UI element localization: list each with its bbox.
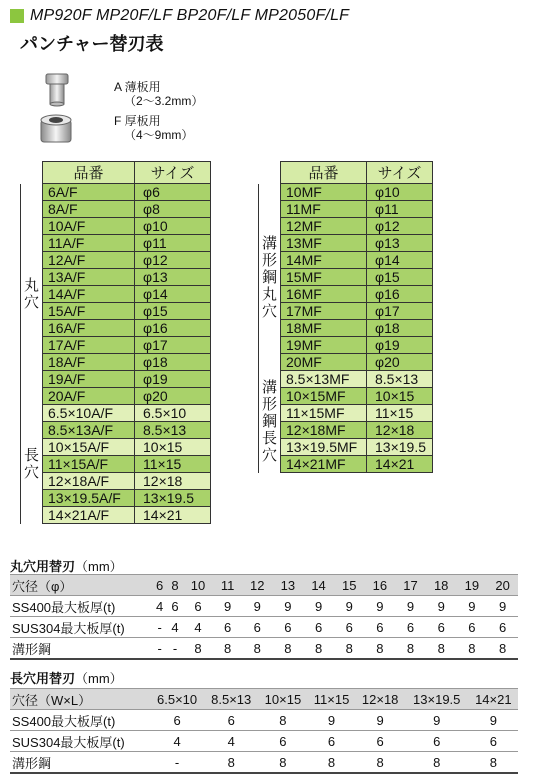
size-cell: 13×19.5 — [135, 490, 211, 507]
size-cell: 12×18 — [367, 422, 433, 439]
size-cell: φ20 — [135, 388, 211, 405]
size-cell: φ13 — [367, 235, 433, 252]
spec-cell: 14 — [303, 575, 334, 596]
spec-cell: 6 — [213, 617, 242, 638]
spec-cell: 6 — [204, 710, 258, 731]
row-label: 溝形鋼 — [10, 638, 152, 660]
spec-cell: 11 — [213, 575, 242, 596]
part-number-cell: 13MF — [281, 235, 367, 252]
row-label: 穴径（φ） — [10, 575, 152, 596]
page-title: パンチャー替刃表 — [20, 34, 164, 54]
spec-cell: 17 — [395, 575, 426, 596]
table-row — [259, 235, 433, 252]
part-number-cell: 10A/F — [43, 218, 135, 235]
spec-cell: 8 — [213, 638, 242, 660]
row-label: 穴径（W×L） — [10, 689, 150, 710]
spec-cell: 6 — [334, 617, 365, 638]
table-row — [259, 269, 433, 286]
table-row — [259, 354, 433, 371]
size-cell: 8.5×13 — [367, 371, 433, 388]
part-number-cell: 10×15MF — [281, 388, 367, 405]
spec-cell: 9 — [213, 596, 242, 617]
spec-cell: 8 — [487, 638, 518, 660]
spec-cell: 6 — [487, 617, 518, 638]
size-cell: φ18 — [135, 354, 211, 371]
model-line — [10, 6, 349, 26]
part-number-cell: 15A/F — [43, 303, 135, 320]
part-number-cell: 17A/F — [43, 337, 135, 354]
part-number-cell: 10MF — [281, 184, 367, 201]
spec-cell: 9 — [273, 596, 304, 617]
spec-cell: 14×21 — [469, 689, 518, 710]
part-number-cell: 14A/F — [43, 286, 135, 303]
spec-cell: 6 — [242, 617, 273, 638]
group-label: 長 穴 — [21, 405, 43, 524]
spec-header-row — [10, 575, 518, 596]
size-cell: φ15 — [135, 303, 211, 320]
table-row — [21, 473, 211, 490]
part-number-cell: 14MF — [281, 252, 367, 269]
spec-cell: 9 — [487, 596, 518, 617]
spec-cell: 8 — [457, 638, 488, 660]
size-cell: φ11 — [367, 201, 433, 218]
spec-cell: 6 — [365, 617, 396, 638]
size-cell: 10×15 — [135, 439, 211, 456]
spec-cell: 19 — [457, 575, 488, 596]
part-number-cell: 16A/F — [43, 320, 135, 337]
part-number-cell: 15MF — [281, 269, 367, 286]
table-row — [259, 337, 433, 354]
spec-cell: 8 — [273, 638, 304, 660]
header-part-number: 品番 — [281, 162, 367, 184]
spec-cell: 8 — [204, 752, 258, 774]
size-cell: φ16 — [135, 320, 211, 337]
row-label: SUS304最大板厚(t) — [10, 731, 150, 752]
spec-cell: 10 — [183, 575, 214, 596]
right-blade-table — [258, 161, 433, 473]
part-number-cell: 10×15A/F — [43, 439, 135, 456]
part-number-cell: 8A/F — [43, 201, 135, 218]
table-row — [21, 184, 211, 201]
round-spec-table — [10, 574, 518, 660]
table-row — [21, 490, 211, 507]
spec-row — [10, 710, 518, 731]
size-cell: 14×21 — [367, 456, 433, 473]
spec-row — [10, 638, 518, 660]
table-row — [21, 439, 211, 456]
spec-cell: 6 — [356, 731, 405, 752]
spec-cell: 6 — [303, 617, 334, 638]
spec-cell: 6 — [152, 575, 167, 596]
size-cell: φ17 — [135, 337, 211, 354]
spec-cell: 6 — [150, 710, 204, 731]
slot-spec-table — [10, 688, 518, 774]
spec-cell: 16 — [365, 575, 396, 596]
spec-cell: 20 — [487, 575, 518, 596]
spec-cell: 12 — [242, 575, 273, 596]
table-row — [259, 439, 433, 456]
size-cell: 12×18 — [135, 473, 211, 490]
spec-cell: 9 — [334, 596, 365, 617]
size-cell: φ20 — [367, 354, 433, 371]
table-row — [21, 252, 211, 269]
spec-row — [10, 752, 518, 774]
spec-cell: - — [150, 752, 204, 774]
table-row — [21, 320, 211, 337]
table-row — [259, 218, 433, 235]
table-row — [259, 422, 433, 439]
size-cell: φ15 — [367, 269, 433, 286]
part-number-cell: 20A/F — [43, 388, 135, 405]
spec-row — [10, 731, 518, 752]
spec-cell: 11×15 — [308, 689, 356, 710]
size-cell: 6.5×10 — [135, 405, 211, 422]
part-number-cell: 14×21A/F — [43, 507, 135, 524]
part-number-cell: 12×18A/F — [43, 473, 135, 490]
size-cell: 11×15 — [135, 456, 211, 473]
group-label: 溝 形 鋼 長 穴 — [259, 371, 281, 473]
table-row — [21, 354, 211, 371]
part-number-cell: 13×19.5A/F — [43, 490, 135, 507]
group-label: 溝 形 鋼 丸 穴 — [259, 184, 281, 371]
spec-cell: - — [167, 638, 182, 660]
legend-a-label: A 薄板用 — [114, 80, 161, 94]
part-number-cell: 19A/F — [43, 371, 135, 388]
size-cell: φ19 — [367, 337, 433, 354]
spec-cell: 13 — [273, 575, 304, 596]
spec-cell: 8 — [334, 638, 365, 660]
part-number-cell: 13A/F — [43, 269, 135, 286]
header — [10, 6, 349, 56]
size-cell: φ12 — [367, 218, 433, 235]
part-number-cell: 18MF — [281, 320, 367, 337]
slot-spec-title: 長穴用替刃（mm） — [10, 671, 123, 686]
spec-cell: 9 — [469, 710, 518, 731]
table-row — [21, 371, 211, 388]
spec-cell: 8 — [303, 638, 334, 660]
model-names: MP920F MP20F/LF BP20F/LF MP2050F/LF — [30, 7, 350, 24]
table-row — [259, 320, 433, 337]
spec-cell: 6 — [273, 617, 304, 638]
spec-cell: 15 — [334, 575, 365, 596]
size-cell: 8.5×13 — [135, 422, 211, 439]
spec-cell: 6.5×10 — [150, 689, 204, 710]
round-spec-title: 丸穴用替刃（mm） — [10, 559, 123, 574]
size-cell: 11×15 — [367, 405, 433, 422]
spec-cell: 8 — [469, 752, 518, 774]
part-number-cell: 12×18MF — [281, 422, 367, 439]
spec-cell: 4 — [204, 731, 258, 752]
spec-cell: 9 — [308, 710, 356, 731]
size-cell: φ18 — [367, 320, 433, 337]
spec-cell: 4 — [183, 617, 214, 638]
spec-cell: 8 — [167, 575, 182, 596]
spec-cell: 6 — [258, 731, 307, 752]
spec-cell: 12×18 — [356, 689, 405, 710]
table-row — [21, 235, 211, 252]
spec-cell: 9 — [395, 596, 426, 617]
table-row — [21, 422, 211, 439]
legend-f-range: （4～9mm） — [124, 128, 194, 142]
spec-cell: 9 — [405, 710, 469, 731]
spec-cell: 9 — [242, 596, 273, 617]
part-number-cell: 16MF — [281, 286, 367, 303]
spec-cell: 8 — [183, 638, 214, 660]
table-row — [259, 405, 433, 422]
legend-f — [36, 110, 193, 150]
spec-cell: 4 — [152, 596, 167, 617]
part-number-cell: 17MF — [281, 303, 367, 320]
spec-cell: 10×15 — [258, 689, 307, 710]
spec-cell: 8 — [395, 638, 426, 660]
part-number-cell: 8.5×13A/F — [43, 422, 135, 439]
spec-row — [10, 617, 518, 638]
size-cell: φ6 — [135, 184, 211, 201]
part-number-cell: 19MF — [281, 337, 367, 354]
spec-cell: 6 — [405, 731, 469, 752]
spec-cell: 8 — [405, 752, 469, 774]
spec-cell: 6 — [426, 617, 457, 638]
spec-cell: 8 — [258, 752, 307, 774]
table-row — [21, 507, 211, 524]
spec-cell: 8 — [258, 710, 307, 731]
legend-a-range: （2～3.2mm） — [124, 94, 204, 108]
size-cell: 10×15 — [367, 388, 433, 405]
part-number-cell: 6A/F — [43, 184, 135, 201]
header-size: サイズ — [135, 162, 211, 184]
size-cell: φ16 — [367, 286, 433, 303]
spec-cell: 8 — [426, 638, 457, 660]
legend-a — [36, 70, 203, 110]
table-row — [259, 303, 433, 320]
table-row — [259, 201, 433, 218]
table-row — [21, 388, 211, 405]
left-blade-table — [20, 161, 211, 524]
size-cell: 13×19.5 — [367, 439, 433, 456]
spec-cell: 9 — [365, 596, 396, 617]
size-cell: 14×21 — [135, 507, 211, 524]
table-row — [21, 456, 211, 473]
spec-cell: 4 — [167, 617, 182, 638]
punch-a-icon — [36, 70, 76, 110]
spec-row — [10, 596, 518, 617]
table-row — [259, 252, 433, 269]
size-cell: φ14 — [367, 252, 433, 269]
spec-cell: 6 — [183, 596, 214, 617]
spec-cell: 9 — [356, 710, 405, 731]
spec-cell: 6 — [308, 731, 356, 752]
spec-cell: 13×19.5 — [405, 689, 469, 710]
spec-cell: - — [152, 638, 167, 660]
legend-f-label: F 厚板用 — [114, 114, 161, 128]
table-row — [259, 388, 433, 405]
size-cell: φ14 — [135, 286, 211, 303]
spec-cell: 9 — [426, 596, 457, 617]
spec-cell: 6 — [469, 731, 518, 752]
group-label: 丸 穴 — [21, 184, 43, 405]
part-number-cell: 11A/F — [43, 235, 135, 252]
size-cell: φ10 — [135, 218, 211, 235]
size-cell: φ8 — [135, 201, 211, 218]
part-number-cell: 18A/F — [43, 354, 135, 371]
spec-cell: 8.5×13 — [204, 689, 258, 710]
spec-cell: 6 — [457, 617, 488, 638]
spec-cell: 18 — [426, 575, 457, 596]
size-cell: φ13 — [135, 269, 211, 286]
part-number-cell: 11×15MF — [281, 405, 367, 422]
part-number-cell: 20MF — [281, 354, 367, 371]
row-label: 溝形鋼 — [10, 752, 150, 774]
part-number-cell: 13×19.5MF — [281, 439, 367, 456]
spec-header-row — [10, 689, 518, 710]
spec-cell: - — [152, 617, 167, 638]
spec-cell: 6 — [167, 596, 182, 617]
table-row — [21, 286, 211, 303]
part-number-cell: 12MF — [281, 218, 367, 235]
part-number-cell: 6.5×10A/F — [43, 405, 135, 422]
die-f-icon — [36, 110, 76, 150]
row-label: SS400最大板厚(t) — [10, 710, 150, 731]
table-row — [21, 269, 211, 286]
green-square-icon — [10, 9, 24, 23]
part-number-cell: 11×15A/F — [43, 456, 135, 473]
table-row — [259, 286, 433, 303]
size-cell: φ19 — [135, 371, 211, 388]
spec-cell: 9 — [303, 596, 334, 617]
table-row — [21, 201, 211, 218]
table-row — [21, 337, 211, 354]
part-number-cell: 14×21MF — [281, 456, 367, 473]
spec-cell: 8 — [242, 638, 273, 660]
size-cell: φ11 — [135, 235, 211, 252]
table-row — [259, 184, 433, 201]
spec-cell: 8 — [308, 752, 356, 774]
size-cell: φ10 — [367, 184, 433, 201]
legend-f-text — [114, 114, 193, 142]
legend-a-text — [114, 80, 203, 108]
spec-cell: 6 — [395, 617, 426, 638]
header-part-number: 品番 — [43, 162, 135, 184]
table-row — [21, 303, 211, 320]
header-size: サイズ — [367, 162, 433, 184]
size-cell: φ17 — [367, 303, 433, 320]
part-number-cell: 12A/F — [43, 252, 135, 269]
row-label: SS400最大板厚(t) — [10, 596, 152, 617]
spec-cell: 8 — [356, 752, 405, 774]
table-row — [21, 405, 211, 422]
spec-cell: 4 — [150, 731, 204, 752]
table-row — [259, 456, 433, 473]
spec-cell: 9 — [457, 596, 488, 617]
spec-cell: 8 — [365, 638, 396, 660]
part-number-cell: 8.5×13MF — [281, 371, 367, 388]
part-number-cell: 11MF — [281, 201, 367, 218]
row-label: SUS304最大板厚(t) — [10, 617, 152, 638]
table-row — [259, 371, 433, 388]
size-cell: φ12 — [135, 252, 211, 269]
table-row — [21, 218, 211, 235]
